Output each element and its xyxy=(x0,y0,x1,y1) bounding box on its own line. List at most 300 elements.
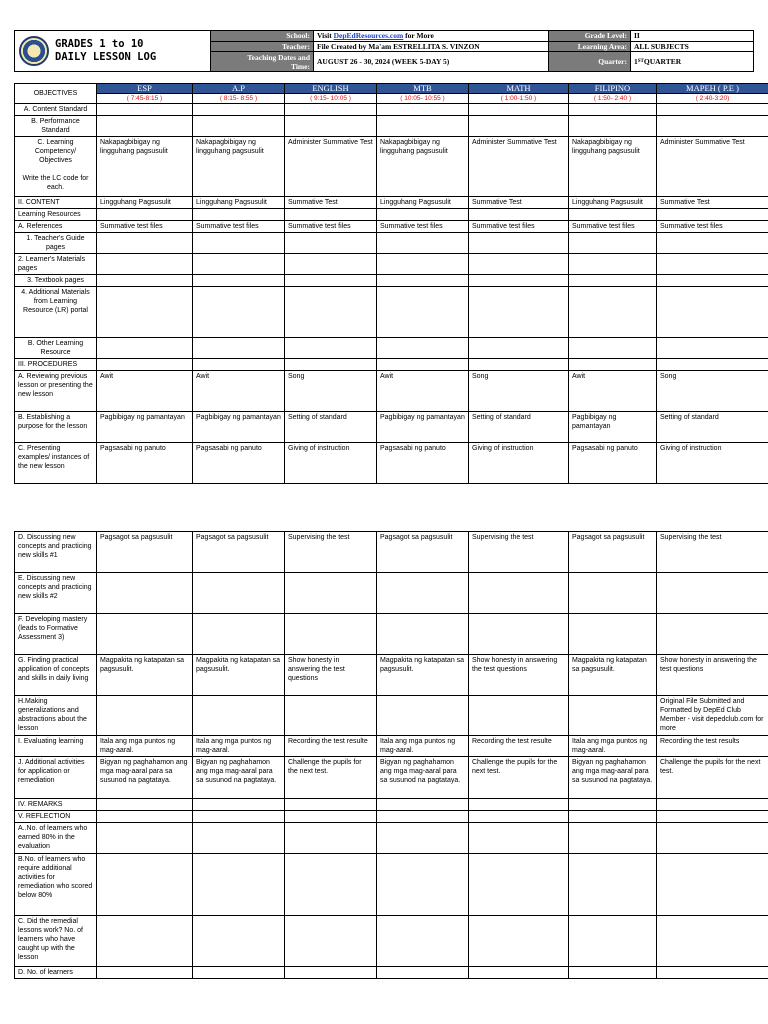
cell-english: Administer Summative Test xyxy=(285,137,377,197)
dates-value: AUGUST 26 - 30, 2024 (WEEK 5-DAY 5) xyxy=(317,57,450,66)
cell-mapeh-p-e xyxy=(657,275,768,287)
cell-mapeh-p-e: Setting of standard xyxy=(657,412,768,443)
cell-esp: Pagsagot sa pagsusulit xyxy=(97,532,193,573)
cell-english xyxy=(285,254,377,275)
cell-a-p: Pagsasabi ng panuto xyxy=(193,443,285,484)
cell-mtb xyxy=(377,104,469,116)
cell-math xyxy=(469,916,569,967)
subject-mapeh: MAPEH ( P.E ) xyxy=(657,84,768,94)
cell-esp: Itala ang mga puntos ng mag-aaral. xyxy=(97,736,193,757)
cell-a-p xyxy=(193,338,285,359)
title-line-1: GRADES 1 to 10 xyxy=(55,38,144,50)
time-ap: ( 8:15- 8:55 ) xyxy=(193,94,285,104)
row-a-reviewing-previous-lesson-or-presentin xyxy=(15,371,768,412)
subject-esp: ESP xyxy=(97,84,193,94)
cell-filipino xyxy=(569,854,657,916)
row-f-developing-mastery-leads-to-formative- xyxy=(15,614,768,655)
cell-mtb xyxy=(377,254,469,275)
cell-math: Recording the test resulte xyxy=(469,736,569,757)
cell-esp xyxy=(97,916,193,967)
row-label: J. Additional activities for application or remediation xyxy=(15,757,97,799)
time-math: ( 1:00-1:50 ) xyxy=(469,94,569,104)
row-c-did-the-remedial-lessons-work-no-of-le xyxy=(15,916,768,967)
cell-english xyxy=(285,823,377,854)
row-label: H.Making generalizations and abstractions about the lesson xyxy=(15,696,97,736)
cell-mtb: Awit xyxy=(377,371,469,412)
cell-english: Summative Test xyxy=(285,197,377,209)
cell-math xyxy=(469,233,569,254)
row-b-other-learning-resource xyxy=(15,338,768,359)
cell-filipino xyxy=(569,823,657,854)
cell-mtb xyxy=(377,209,469,221)
cell-english xyxy=(285,811,377,823)
teacher-label: Teacher: xyxy=(211,42,314,52)
row-label: E. Discussing new concepts and practicing new skills #2 xyxy=(15,573,97,614)
cell-english xyxy=(285,275,377,287)
cell-mtb xyxy=(377,275,469,287)
title-line-2: DAILY LESSON LOG xyxy=(55,51,157,63)
row-label: Learning Resources xyxy=(15,209,97,221)
cell-a-p xyxy=(193,614,285,655)
cell-math xyxy=(469,967,569,979)
row-c-learning-competency-objectives-write-t xyxy=(15,137,768,197)
cell-filipino xyxy=(569,233,657,254)
school-suffix: for More xyxy=(405,31,434,41)
cell-a-p xyxy=(193,823,285,854)
row-iv-remarks xyxy=(15,799,768,811)
cell-filipino xyxy=(569,696,657,736)
cell-english xyxy=(285,696,377,736)
cell-math xyxy=(469,614,569,655)
cell-mtb: Pagbibigay ng pamantayan xyxy=(377,412,469,443)
cell-esp xyxy=(97,254,193,275)
cell-mapeh-p-e xyxy=(657,823,768,854)
cell-mapeh-p-e xyxy=(657,573,768,614)
cell-math: Giving of instruction xyxy=(469,443,569,484)
cell-math xyxy=(469,696,569,736)
cell-math xyxy=(469,104,569,116)
cell-mtb xyxy=(377,696,469,736)
cell-mtb: Pagsagot sa pagsusulit xyxy=(377,532,469,573)
cell-esp xyxy=(97,854,193,916)
subject-header-row xyxy=(15,84,768,94)
cell-mtb xyxy=(377,359,469,371)
cell-filipino: Itala ang mga puntos ng mag-aaral. xyxy=(569,736,657,757)
cell-english xyxy=(285,573,377,614)
depedresources-link[interactable]: DepEdResources.com xyxy=(333,31,404,41)
lesson-table-part-1 xyxy=(14,83,768,484)
cell-esp xyxy=(97,573,193,614)
row-label: B. Establishing a purpose for the lesson xyxy=(15,412,97,443)
cell-mapeh-p-e: Giving of instruction xyxy=(657,443,768,484)
row-label: C. Presenting examples/ instances of the new lesson xyxy=(15,443,97,484)
grade-row xyxy=(549,31,753,42)
cell-math xyxy=(469,811,569,823)
cell-filipino xyxy=(569,916,657,967)
cell-math: Summative Test xyxy=(469,197,569,209)
document-title xyxy=(55,38,156,64)
cell-a-p: Nakapagbibigay ng lingguhang pagsusulit xyxy=(193,137,285,197)
cell-mtb xyxy=(377,338,469,359)
row-i-evaluating-learning xyxy=(15,736,768,757)
row-label: 1. Teacher's Guide pages xyxy=(15,233,97,254)
quarter-number: 1 xyxy=(634,57,638,66)
cell-filipino xyxy=(569,209,657,221)
cell-math xyxy=(469,275,569,287)
cell-filipino xyxy=(569,359,657,371)
row-label: C. Learning Competency/ Objectives Write the LC code for each. xyxy=(15,137,97,197)
row-learning-resources xyxy=(15,209,768,221)
time-english: ( 9:15- 10:05 ) xyxy=(285,94,377,104)
area-label: Learning Area: xyxy=(549,42,631,52)
row-d-discussing-new-concepts-and-practicing xyxy=(15,532,768,573)
cell-english xyxy=(285,614,377,655)
cell-a-p: Magpakita ng katapatan sa pagsusulit. xyxy=(193,655,285,696)
row-ii-content xyxy=(15,197,768,209)
row-e-discussing-new-concepts-and-practicing xyxy=(15,573,768,614)
row-label: V. REFLECTION xyxy=(15,811,97,823)
school-label: School: xyxy=(211,31,314,41)
cell-english xyxy=(285,233,377,254)
row-b-establishing-a-purpose-for-the-lesson xyxy=(15,412,768,443)
quarter-suffix: ST xyxy=(637,59,644,64)
cell-math: Challenge the pupils for the next test. xyxy=(469,757,569,799)
cell-esp: Bigyan ng paghahamon ang mga mag-aaral para sa susunod na pagtataya. xyxy=(97,757,193,799)
row-b-no-of-learners-who-require-additional- xyxy=(15,854,768,916)
cell-esp xyxy=(97,359,193,371)
cell-esp: Nakapagbibigay ng lingguhang pagsusulit xyxy=(97,137,193,197)
cell-mtb: Bigyan ng paghahamon ang mga mag-aaral para sa susunod na pagtataya. xyxy=(377,757,469,799)
cell-esp xyxy=(97,104,193,116)
cell-filipino xyxy=(569,104,657,116)
cell-a-p xyxy=(193,854,285,916)
cell-filipino: Pagbibigay ng pamantayan xyxy=(569,412,657,443)
cell-mtb: Pagsasabi ng panuto xyxy=(377,443,469,484)
cell-mapeh-p-e: Summative test files xyxy=(657,221,768,233)
row-label: A..No. of learners who earned 80% in the evaluation xyxy=(15,823,97,854)
cell-mapeh-p-e xyxy=(657,799,768,811)
cell-esp xyxy=(97,287,193,338)
cell-filipino: Lingguhang Pagsusulit xyxy=(569,197,657,209)
dates-label-line-1: Teaching Dates and xyxy=(247,52,310,62)
row-4-additional-materials-from-learning-res xyxy=(15,287,768,338)
cell-a-p: Lingguhang Pagsusulit xyxy=(193,197,285,209)
row-label: 4. Additional Materials from Learning Resource (LR) portal xyxy=(15,287,97,338)
cell-english xyxy=(285,338,377,359)
cell-esp: Pagsasabi ng panuto xyxy=(97,443,193,484)
cell-english: Setting of standard xyxy=(285,412,377,443)
row-label: IV. REMARKS xyxy=(15,799,97,811)
row-label: D. No. of learners xyxy=(15,967,97,979)
teacher-row xyxy=(211,42,548,53)
header-right xyxy=(549,31,753,71)
cell-mapeh-p-e: Challenge the pupils for the next test. xyxy=(657,757,768,799)
cell-math xyxy=(469,573,569,614)
row-label: C. Did the remedial lessons work? No. of learners who have caught up with the lesson xyxy=(15,916,97,967)
cell-filipino: Awit xyxy=(569,371,657,412)
cell-mapeh-p-e: Original File Submitted and Formatted by DepEd Club Member - visit depedclub.com for more xyxy=(657,696,768,736)
cell-english: Show honesty in answering the test questions xyxy=(285,655,377,696)
dates-label-line-2: Time: xyxy=(290,61,310,71)
quarter-value xyxy=(631,52,681,71)
cell-a-p xyxy=(193,104,285,116)
row-v-reflection xyxy=(15,811,768,823)
cell-esp xyxy=(97,209,193,221)
grade-label: Grade Level: xyxy=(549,31,631,41)
school-row xyxy=(211,31,548,42)
cell-math: Administer Summative Test xyxy=(469,137,569,197)
area-row xyxy=(549,42,753,53)
cell-mtb: Nakapagbibigay ng lingguhang pagsusulit xyxy=(377,137,469,197)
row-iii-procedures xyxy=(15,359,768,371)
cell-filipino xyxy=(569,967,657,979)
cell-a-p xyxy=(193,967,285,979)
subject-english: ENGLISH xyxy=(285,84,377,94)
quarter-word: QUARTER xyxy=(643,57,682,66)
cell-a-p: Pagsagot sa pagsusulit xyxy=(193,532,285,573)
cell-math: Summative test files xyxy=(469,221,569,233)
cell-math xyxy=(469,116,569,137)
cell-math xyxy=(469,209,569,221)
cell-english xyxy=(285,799,377,811)
cell-mtb: Summative test files xyxy=(377,221,469,233)
cell-filipino: Summative test files xyxy=(569,221,657,233)
cell-esp xyxy=(97,614,193,655)
cell-mtb xyxy=(377,854,469,916)
cell-english xyxy=(285,854,377,916)
row-1-teacher-s-guide-pages xyxy=(15,233,768,254)
subject-math: MATH xyxy=(469,84,569,94)
cell-a-p xyxy=(193,799,285,811)
cell-filipino xyxy=(569,338,657,359)
cell-a-p xyxy=(193,254,285,275)
cell-a-p xyxy=(193,916,285,967)
cell-filipino xyxy=(569,116,657,137)
cell-english: Recording the test resulte xyxy=(285,736,377,757)
cell-mapeh-p-e xyxy=(657,967,768,979)
row-b-performance-standard xyxy=(15,116,768,137)
row-label: F. Developing mastery (leads to Formative Assessment 3) xyxy=(15,614,97,655)
cell-esp: Summative test files xyxy=(97,221,193,233)
cell-mtb xyxy=(377,614,469,655)
cell-english xyxy=(285,209,377,221)
cell-mtb xyxy=(377,573,469,614)
cell-a-p xyxy=(193,696,285,736)
table-body-part-1 xyxy=(15,104,768,484)
cell-math xyxy=(469,854,569,916)
dates-row xyxy=(211,52,548,71)
time-esp: ( 7:45-8:15 ) xyxy=(97,94,193,104)
row-label: A. Content Standard xyxy=(15,104,97,116)
row-label: I. Evaluating learning xyxy=(15,736,97,757)
cell-english xyxy=(285,967,377,979)
cell-mapeh-p-e: Administer Summative Test xyxy=(657,137,768,197)
cell-mapeh-p-e xyxy=(657,916,768,967)
cell-mapeh-p-e xyxy=(657,233,768,254)
cell-mapeh-p-e xyxy=(657,104,768,116)
cell-a-p xyxy=(193,275,285,287)
cell-english xyxy=(285,116,377,137)
cell-esp xyxy=(97,233,193,254)
cell-mapeh-p-e: Summative Test xyxy=(657,197,768,209)
cell-filipino xyxy=(569,287,657,338)
cell-mtb xyxy=(377,967,469,979)
row-label: 2. Learner's Materials pages xyxy=(15,254,97,275)
cell-a-p: Pagbibigay ng pamantayan xyxy=(193,412,285,443)
cell-mapeh-p-e xyxy=(657,287,768,338)
row-label: B. Performance Standard xyxy=(15,116,97,137)
cell-math: Show honesty in answering the test questions xyxy=(469,655,569,696)
cell-mapeh-p-e xyxy=(657,338,768,359)
cell-filipino xyxy=(569,275,657,287)
row-3-textbook-pages xyxy=(15,275,768,287)
subject-mtb: MTB xyxy=(377,84,469,94)
cell-mapeh-p-e: Recording the test results xyxy=(657,736,768,757)
cell-english xyxy=(285,916,377,967)
lesson-table-part-2 xyxy=(14,531,768,979)
cell-english: Challenge the pupils for the next test. xyxy=(285,757,377,799)
school-prefix: Visit xyxy=(317,31,332,41)
cell-mtb xyxy=(377,811,469,823)
objectives-header: OBJECTIVES xyxy=(15,84,97,104)
time-mtb: ( 10:05- 10:55 ) xyxy=(377,94,469,104)
cell-math: Supervising the test xyxy=(469,532,569,573)
cell-english: Giving of instruction xyxy=(285,443,377,484)
cell-esp: Lingguhang Pagsusulit xyxy=(97,197,193,209)
cell-mtb xyxy=(377,116,469,137)
cell-mapeh-p-e xyxy=(657,116,768,137)
row-label: B. Other Learning Resource xyxy=(15,338,97,359)
row-label: B.No. of learners who require additional activities for remediation who scored below 80% xyxy=(15,854,97,916)
row-label: 3. Textbook pages xyxy=(15,275,97,287)
header-middle xyxy=(211,31,549,71)
cell-filipino xyxy=(569,811,657,823)
cell-math xyxy=(469,823,569,854)
cell-mapeh-p-e xyxy=(657,254,768,275)
cell-esp xyxy=(97,696,193,736)
row-a-no-of-learners-who-earned-80-in-the-ev xyxy=(15,823,768,854)
cell-english: Song xyxy=(285,371,377,412)
cell-a-p xyxy=(193,811,285,823)
cell-esp xyxy=(97,116,193,137)
title-block xyxy=(15,31,211,71)
cell-esp: Awit xyxy=(97,371,193,412)
cell-a-p xyxy=(193,287,285,338)
cell-a-p: Awit xyxy=(193,371,285,412)
quarter-row xyxy=(549,52,753,71)
cell-a-p: Bigyan ng paghahamon ang mga mag-aaral para sa susunod na pagtataya. xyxy=(193,757,285,799)
cell-mtb: Lingguhang Pagsusulit xyxy=(377,197,469,209)
row-g-finding-practical-application-of-conce xyxy=(15,655,768,696)
cell-mapeh-p-e: Show honesty in answering the test questions xyxy=(657,655,768,696)
row-label: II. CONTENT xyxy=(15,197,97,209)
cell-filipino xyxy=(569,573,657,614)
row-c-presenting-examples-instances-of-the-n xyxy=(15,443,768,484)
cell-filipino: Nakapagbibigay ng lingguhang pagsusulit xyxy=(569,137,657,197)
cell-mtb: Itala ang mga puntos ng mag-aaral. xyxy=(377,736,469,757)
cell-esp: Magpakita ng katapatan sa pagsusulit. xyxy=(97,655,193,696)
row-2-learner-s-materials-pages xyxy=(15,254,768,275)
cell-mtb xyxy=(377,916,469,967)
cell-mapeh-p-e: Song xyxy=(657,371,768,412)
cell-esp xyxy=(97,275,193,287)
cell-mtb xyxy=(377,799,469,811)
table-body-part-2 xyxy=(15,532,768,979)
row-label: III. PROCEDURES xyxy=(15,359,97,371)
cell-esp xyxy=(97,811,193,823)
cell-esp: Pagbibigay ng pamantayan xyxy=(97,412,193,443)
cell-esp xyxy=(97,799,193,811)
time-mapeh: ( 2:40-3:20) xyxy=(657,94,768,104)
deped-seal-icon xyxy=(19,36,49,66)
quarter-label: Quarter: xyxy=(549,52,631,71)
time-row xyxy=(15,94,768,104)
cell-math xyxy=(469,287,569,338)
cell-english: Summative test files xyxy=(285,221,377,233)
cell-mtb xyxy=(377,823,469,854)
cell-a-p xyxy=(193,573,285,614)
cell-mtb xyxy=(377,287,469,338)
cell-mtb: Magpakita ng katapatan sa pagsusulit. xyxy=(377,655,469,696)
cell-esp xyxy=(97,967,193,979)
row-label: A. Reviewing previous lesson or presenting the new lesson xyxy=(15,371,97,412)
cell-a-p xyxy=(193,233,285,254)
subject-ap: A.P xyxy=(193,84,285,94)
cell-a-p xyxy=(193,116,285,137)
lesson-log-header xyxy=(14,30,754,72)
cell-a-p xyxy=(193,209,285,221)
cell-mtb xyxy=(377,233,469,254)
cell-mapeh-p-e xyxy=(657,209,768,221)
cell-mapeh-p-e xyxy=(657,614,768,655)
cell-mapeh-p-e xyxy=(657,359,768,371)
grade-value: II xyxy=(634,31,640,41)
cell-filipino: Pagsagot sa pagsusulit xyxy=(569,532,657,573)
dates-label xyxy=(211,52,314,71)
teacher-value: File Created by Ma'am ESTRELLITA S. VINZON xyxy=(317,41,480,51)
cell-a-p: Itala ang mga puntos ng mag-aaral. xyxy=(193,736,285,757)
row-label: G. Finding practical application of concepts and skills in daily living xyxy=(15,655,97,696)
cell-english: Supervising the test xyxy=(285,532,377,573)
cell-english xyxy=(285,359,377,371)
cell-filipino xyxy=(569,799,657,811)
cell-filipino: Pagsasabi ng panuto xyxy=(569,443,657,484)
row-label: D. Discussing new concepts and practicing new skills #1 xyxy=(15,532,97,573)
cell-filipino: Magpakita ng katapatan sa pagsusulit. xyxy=(569,655,657,696)
cell-esp xyxy=(97,823,193,854)
subject-filipino: FILIPINO xyxy=(569,84,657,94)
cell-math: Setting of standard xyxy=(469,412,569,443)
row-a-content-standard xyxy=(15,104,768,116)
cell-english xyxy=(285,104,377,116)
area-value: ALL SUBJECTS xyxy=(634,41,689,51)
row-label: A. References xyxy=(15,221,97,233)
cell-filipino xyxy=(569,614,657,655)
cell-math: Song xyxy=(469,371,569,412)
cell-math xyxy=(469,799,569,811)
row-d-no-of-learners xyxy=(15,967,768,979)
cell-math xyxy=(469,359,569,371)
cell-mapeh-p-e xyxy=(657,854,768,916)
cell-a-p: Summative test files xyxy=(193,221,285,233)
row-a-references xyxy=(15,221,768,233)
cell-english xyxy=(285,287,377,338)
cell-mapeh-p-e: Supervising the test xyxy=(657,532,768,573)
row-h-making-generalizations-and-abstraction xyxy=(15,696,768,736)
school-value xyxy=(314,31,434,41)
cell-filipino: Bigyan ng paghahamon ang mga mag-aaral para sa susunod na pagtataya. xyxy=(569,757,657,799)
time-filipino: ( 1:50- 2:40 ) xyxy=(569,94,657,104)
